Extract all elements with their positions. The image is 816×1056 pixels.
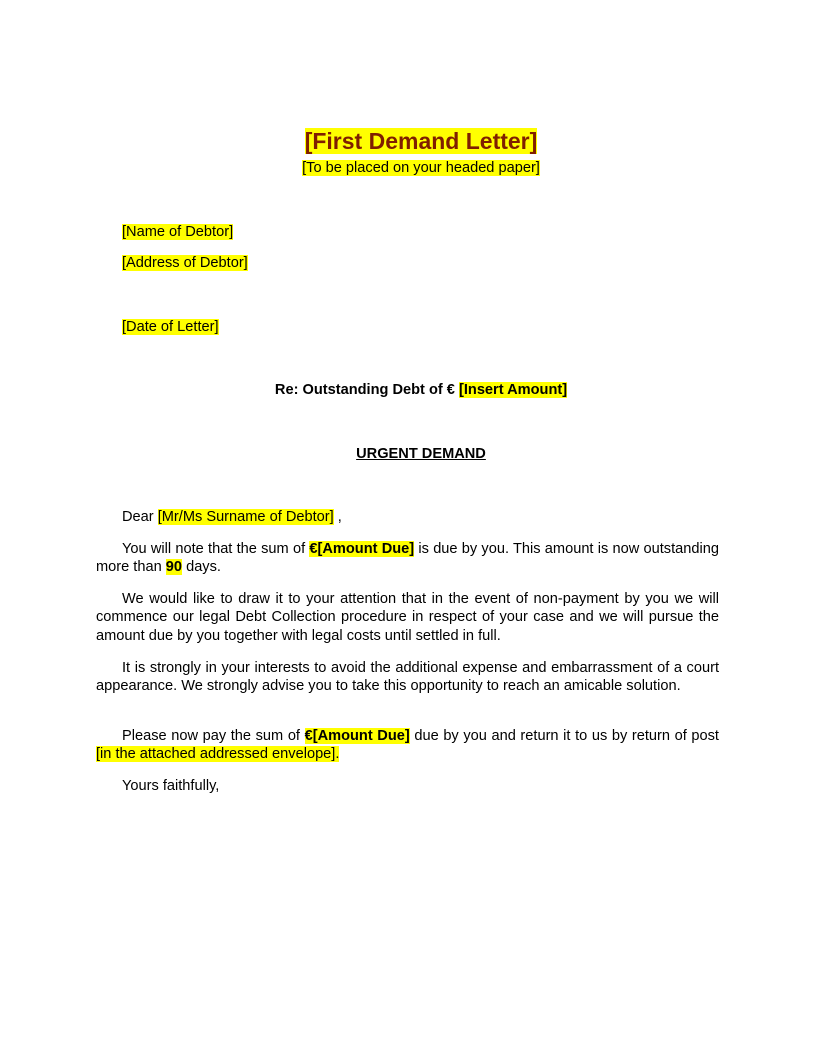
debtor-name: [Name of Debtor]	[122, 224, 234, 240]
salutation-prefix: Dear	[122, 509, 154, 525]
days-count: 90	[165, 559, 183, 576]
subject-line	[0, 380, 816, 400]
letter-date: [Date of Letter]	[122, 319, 219, 335]
letter-title-text: [First Demand Letter]	[304, 128, 538, 154]
letter-subtitle	[0, 158, 816, 178]
debtor-address: [Address of Debtor]	[122, 255, 248, 271]
subject-prefix: Re: Outstanding Debt of €	[274, 382, 455, 398]
subject-amount: [Insert Amount]	[458, 382, 568, 398]
envelope-note: [in the attached addressed envelope].	[96, 746, 340, 763]
salutation-suffix: ,	[337, 509, 342, 525]
paragraph-payment-request: Please now pay the sum of €[Amount Due] due by you and return it to us by return of post [in the attached addressed envelope].	[96, 728, 719, 763]
amount-due-highlight: €[Amount Due]	[309, 541, 415, 557]
salutation	[96, 508, 719, 526]
paragraph-amount-due: You will note that the sum of €[Amount Due] is due by you. This amount is now outstanding more than 90 days.	[96, 541, 719, 576]
paragraph-advice: It is strongly in your interests to avoid the additional expense and embarrassment of a court appearance. We strongly advise you to take this opportunity to reach an amicable solution.	[96, 660, 719, 695]
letter-subtitle-text: [To be placed on your headed paper]	[302, 160, 540, 176]
letter-title	[0, 127, 816, 155]
closing: Yours faithfully,	[122, 778, 220, 794]
amount-due-highlight-2: €[Amount Due]	[304, 728, 410, 744]
urgent-heading: URGENT DEMAND	[356, 446, 486, 462]
paragraph-legal-action: We would like to draw it to your attention that in the event of non-payment by you we will commence our legal Debt Collection procedure in respect of your case and we will pursue the amount due by you together with legal costs until settled in full.	[96, 591, 719, 644]
salutation-name: [Mr/Ms Surname of Debtor]	[157, 509, 334, 525]
